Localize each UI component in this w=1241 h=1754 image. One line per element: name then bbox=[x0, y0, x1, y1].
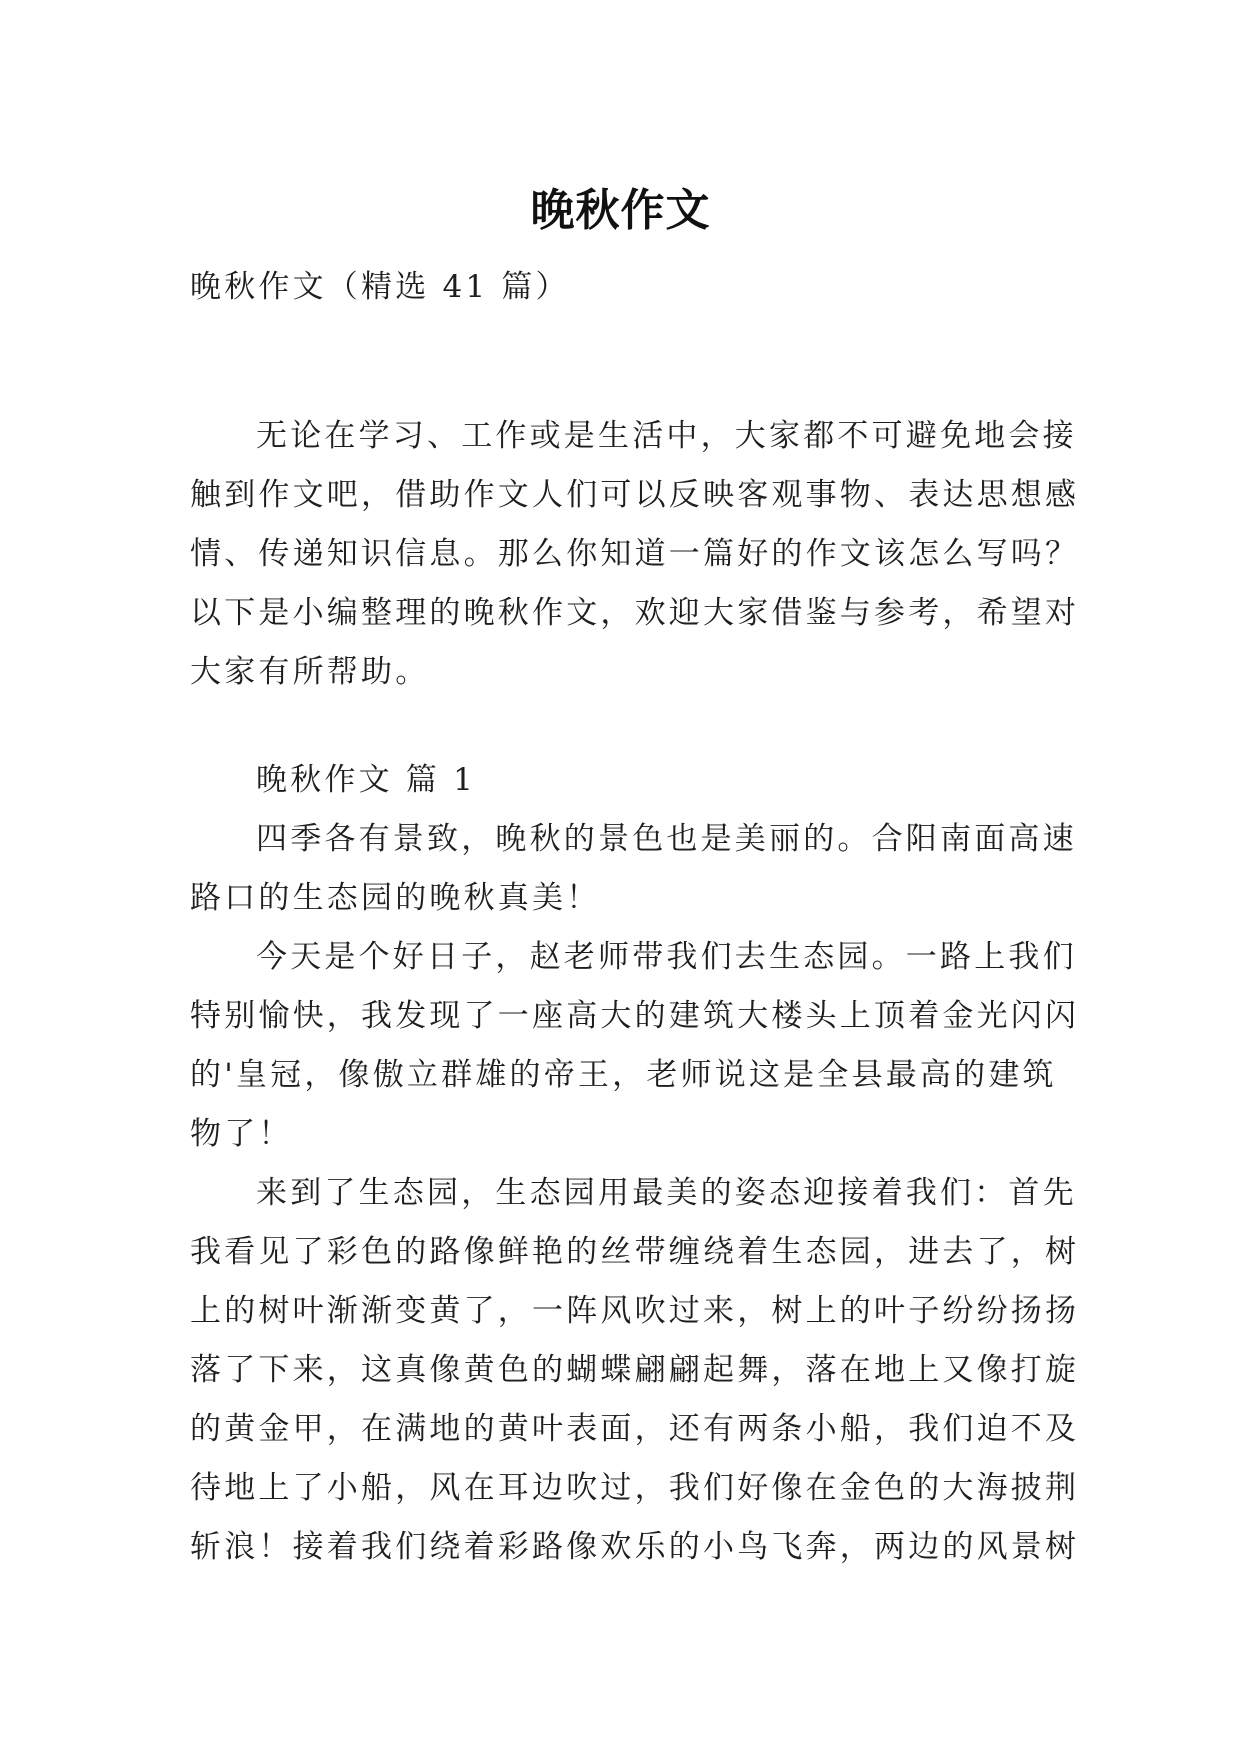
essay-line: 物了！ bbox=[190, 1116, 293, 1152]
essay-line: 路口的生态园的晚秋真美！ bbox=[190, 880, 601, 916]
essay-line: 今天是个好日子，赵老师带我们去生态园。一路上我们 bbox=[256, 939, 1077, 975]
intro-paragraph bbox=[190, 407, 1080, 702]
essay-line: 的'皇冠，像傲立群雄的帝王，老师说这是全县最高的建筑 bbox=[190, 1057, 1057, 1093]
essay-body bbox=[190, 751, 1080, 1577]
essay-line: 待地上了小船，风在耳边吹过，我们好像在金色的大海披荆 bbox=[190, 1470, 1080, 1506]
intro-line: 以下是小编整理的晚秋作文，欢迎大家借鉴与参考，希望对 bbox=[190, 595, 1080, 631]
essay-line: 来到了生态园，生态园用最美的姿态迎接着我们：首先 bbox=[256, 1175, 1077, 1211]
intro-line: 无论在学习、工作或是生活中，大家都不可避免地会接 bbox=[256, 418, 1077, 454]
essay-line: 四季各有景致，晚秋的景色也是美丽的。合阳南面高速 bbox=[256, 821, 1077, 857]
essay-line: 特别愉快，我发现了一座高大的建筑大楼头上顶着金光闪闪 bbox=[190, 998, 1080, 1034]
essay-line: 我看见了彩色的路像鲜艳的丝带缠绕着生态园，进去了，树 bbox=[190, 1234, 1080, 1270]
essay-line: 斩浪！接着我们绕着彩路像欢乐的小鸟飞奔，两边的风景树 bbox=[190, 1529, 1080, 1565]
essay-line: 的黄金甲，在满地的黄叶表面，还有两条小船，我们迫不及 bbox=[190, 1411, 1080, 1447]
intro-line: 触到作文吧，借助作文人们可以反映客观事物、表达思想感 bbox=[190, 477, 1080, 513]
essay-line: 上的树叶渐渐变黄了，一阵风吹过来，树上的叶子纷纷扬扬 bbox=[190, 1293, 1080, 1329]
essay-line: 落了下来，这真像黄色的蝴蝶翩翩起舞，落在地上又像打旋 bbox=[190, 1352, 1080, 1388]
intro-line: 情、传递知识信息。那么你知道一篇好的作文该怎么写吗？ bbox=[190, 536, 1080, 572]
intro-line: 大家有所帮助。 bbox=[190, 654, 430, 690]
essay-heading: 晚秋作文 篇 1 bbox=[256, 762, 477, 798]
document-title: 晚秋作文 bbox=[530, 185, 711, 237]
document-subtitle: 晚秋作文（精选 41 篇） bbox=[190, 269, 570, 305]
